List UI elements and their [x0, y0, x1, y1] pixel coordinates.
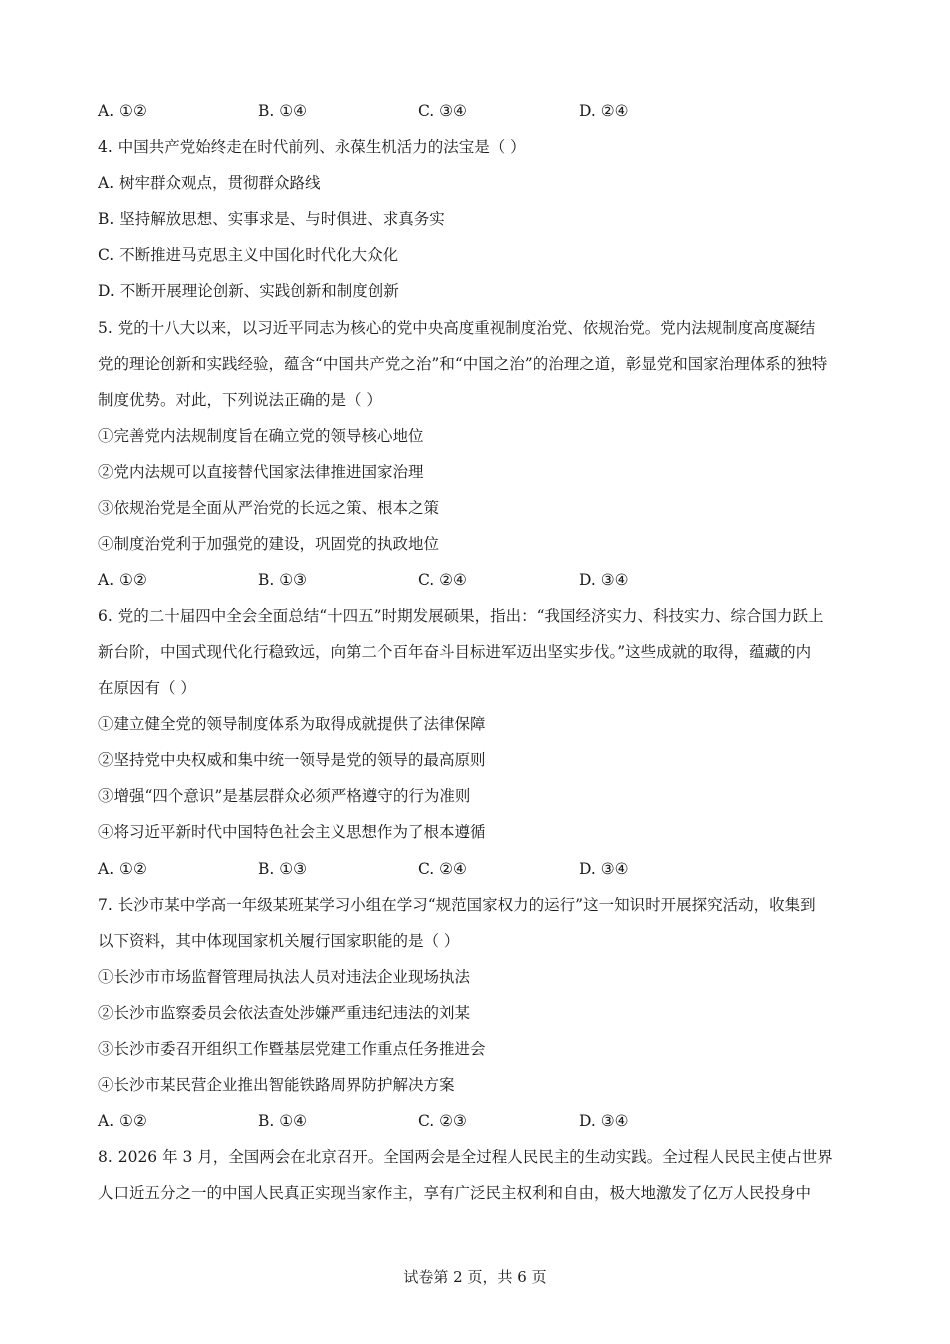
- q7-option-a: A. ①②: [98, 1112, 147, 1130]
- q7-option-c: C. ②③: [418, 1112, 467, 1130]
- q6-option-b: B. ①③: [258, 860, 308, 878]
- q6-statement: ②坚持党中央权威和集中统一领导是党的领导的最高原则: [98, 751, 486, 769]
- q7-statement: ③长沙市委召开组织工作暨基层党建工作重点任务推进会: [98, 1040, 486, 1058]
- q5-statement: ③依规治党是全面从严治党的长远之策、根本之策: [98, 499, 440, 517]
- q8-stem-line: 人口近五分之一的中国人民真正实现当家作主，享有广泛民主权利和自由，极大地激发了亿万人民投身中: [98, 1184, 812, 1202]
- q5-option-a: A. ①②: [98, 571, 147, 589]
- q6-option-c: C. ②④: [418, 860, 467, 878]
- q5-statement: ④制度治党利于加强党的建设，巩固党的执政地位: [98, 535, 440, 553]
- q3-option-a: A. ①②: [98, 102, 147, 120]
- q3-options: [98, 99, 858, 123]
- q7-option-b: B. ①④: [258, 1112, 308, 1130]
- q5-options: [98, 568, 858, 592]
- q5-stem-line: 党的理论创新和实践经验，蕴含“中国共产党之治”和“中国之治”的治理之道，彰显党和国家治理体系的独特: [98, 355, 828, 373]
- q5-stem-line: 5. 党的十八大以来，以习近平同志为核心的党中央高度重视制度治党、依规治党。党内法规制度高度凝结: [98, 319, 816, 337]
- q6-stem-line: 在原因有（ ）: [98, 679, 196, 697]
- q6-statement: ④将习近平新时代中国特色社会主义思想作为了根本遵循: [98, 823, 486, 841]
- q6-stem-line: 6. 党的二十届四中全会全面总结“十四五”时期发展硕果，指出：“我国经济实力、科技实力、综合国力跃上: [98, 607, 824, 625]
- q7-stem-line: 以下资料，其中体现国家机关履行国家职能的是（ ）: [98, 932, 460, 950]
- q5-option-b: B. ①③: [258, 571, 308, 589]
- q6-statement: ③增强“四个意识”是基层群众必须严格遵守的行为准则: [98, 787, 471, 805]
- q7-option-d: D. ③④: [579, 1112, 629, 1130]
- q5-statement: ①完善党内法规制度旨在确立党的领导核心地位: [98, 427, 424, 445]
- q7-options: [98, 1109, 858, 1133]
- q5-stem-line: 制度优势。对此，下列说法正确的是（ ）: [98, 391, 382, 409]
- q4-choice-c: C. 不断推进马克思主义中国化时代化大众化: [98, 246, 399, 264]
- q3-option-b: B. ①④: [258, 102, 308, 120]
- q3-option-c: C. ③④: [418, 102, 467, 120]
- q8-stem-line: 8. 2026 年 3 月，全国两会在北京召开。全国两会是全过程人民民主的生动实践。全过程人民民主使占世界: [98, 1148, 833, 1166]
- page-footer: 试卷第 2 页，共 6 页: [403, 1268, 547, 1286]
- q6-option-a: A. ①②: [98, 860, 147, 878]
- q5-option-d: D. ③④: [579, 571, 629, 589]
- q5-statement: ②党内法规可以直接替代国家法律推进国家治理: [98, 463, 424, 481]
- q6-stem-line: 新台阶，中国式现代化行稳致远，向第二个百年奋斗目标进军迈出坚实步伐。”这些成就的取得，蕴藏的内: [98, 643, 812, 661]
- q6-statement: ①建立健全党的领导制度体系为取得成就提供了法律保障: [98, 715, 486, 733]
- q3-option-d: D. ②④: [579, 102, 629, 120]
- q5-option-c: C. ②④: [418, 571, 467, 589]
- q6-option-d: D. ③④: [579, 860, 629, 878]
- q4-choice-d: D. 不断开展理论创新、实践创新和制度创新: [98, 282, 399, 300]
- q4-choice-b: B. 坚持解放思想、实事求是、与时俱进、求真务实: [98, 210, 445, 228]
- q4-stem: 4. 中国共产党始终走在时代前列、永葆生机活力的法宝是（ ）: [98, 138, 526, 156]
- q4-choice-a: A. 树牢群众观点，贯彻群众路线: [98, 174, 321, 192]
- q7-statement: ①长沙市市场监督管理局执法人员对违法企业现场执法: [98, 968, 471, 986]
- q6-options: [98, 857, 858, 881]
- q7-stem-line: 7. 长沙市某中学高一年级某班某学习小组在学习“规范国家权力的运行”这一知识时开展探究活动，收集到: [98, 896, 816, 914]
- q7-statement: ④长沙市某民营企业推出智能铁路周界防护解决方案: [98, 1076, 455, 1094]
- q7-statement: ②长沙市监察委员会依法查处涉嫌严重违纪违法的刘某: [98, 1004, 471, 1022]
